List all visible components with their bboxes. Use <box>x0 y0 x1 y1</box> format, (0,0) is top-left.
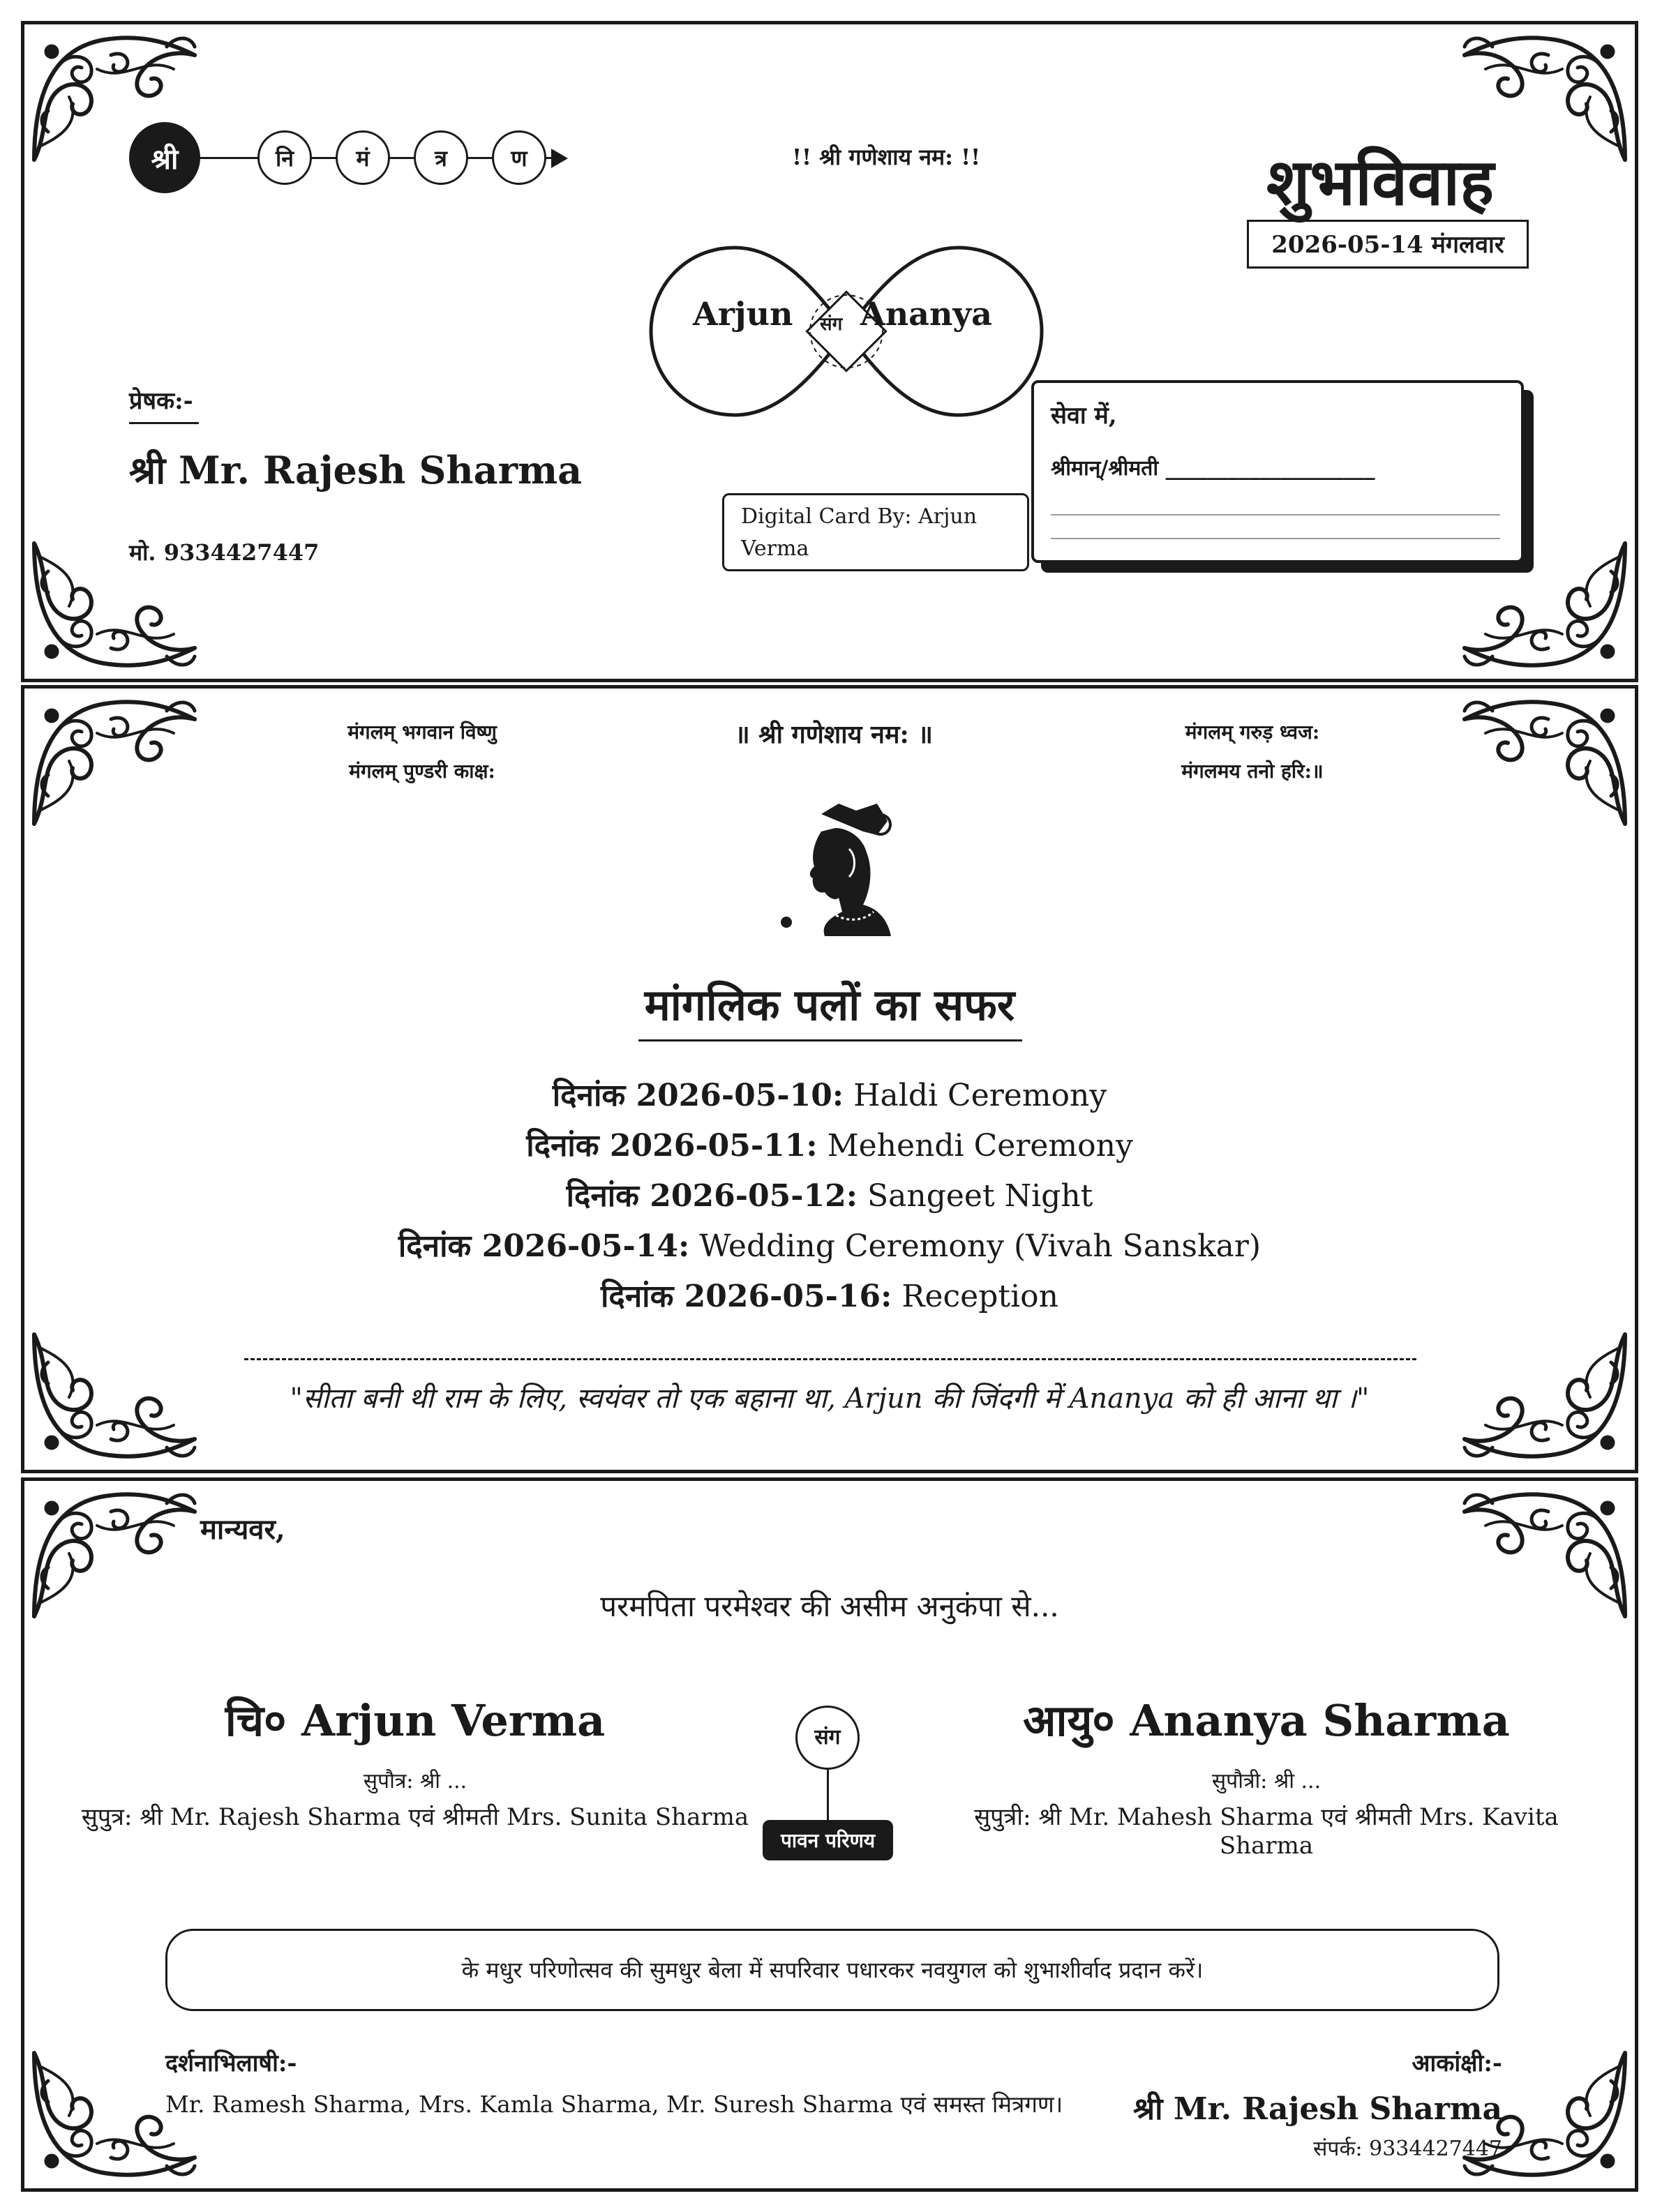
blessing-line: परमपिता परमेश्वर की असीम अनुकंपा से... <box>600 1589 1059 1623</box>
chain-letter: नि <box>257 130 312 185</box>
quote: "सीता बनी थी राम के लिए, स्वयंवर तो एक बहाना था, Arjun की जिंदगी में Ananya को ही आना था ।" <box>290 1383 1370 1415</box>
aakanshi-name: श्री Mr. Rajesh Sharma <box>1133 2091 1502 2127</box>
chain-letter: ण <box>492 130 546 185</box>
event-date: दिनांक 2026-05-11: <box>526 1128 818 1164</box>
chain-letter: मं <box>336 130 390 185</box>
to-label: सेवा में, <box>1051 402 1117 430</box>
darshan-label: दर्शनाभिलाषी:- <box>165 2049 297 2077</box>
event-date: दिनांक 2026-05-14: <box>398 1228 690 1264</box>
contact: संपर्क: 9334427447 <box>1313 2137 1502 2161</box>
sang-label: संग <box>820 314 843 335</box>
corner-ornament-icon <box>1458 691 1632 831</box>
credit-box: Digital Card By: Arjun Verma <box>722 493 1029 571</box>
bride-name: Ananya <box>860 295 992 333</box>
title-underline <box>638 1039 1022 1041</box>
chain-letter: श्री <box>129 122 200 193</box>
event-item <box>24 1121 1635 1171</box>
events-list <box>24 1071 1635 1322</box>
sang-circle: संग <box>795 1706 860 1770</box>
event-name: Sangeet Night <box>867 1178 1093 1214</box>
shloka-right-line: मंगलम् गरुड़ ध्वज: <box>1185 721 1320 744</box>
ganesh-line: !! श्री गणेशाय नम: !! <box>792 144 981 170</box>
dashed-divider <box>244 1358 1416 1360</box>
darshan-names: Mr. Ramesh Sharma, Mrs. Kamla Sharma, Mr. Suresh Sharma एवं समस्त मित्रगण। <box>165 2091 1063 2118</box>
parinay-tag: पावन परिणय <box>763 1820 893 1860</box>
address-line <box>1051 514 1500 516</box>
to-prefix: श्रीमान्/श्रीमती ____________________ <box>1051 456 1375 481</box>
event-item <box>24 1221 1635 1272</box>
groom-grandson: सुपौत्र: श्री ... <box>363 1769 467 1793</box>
ganesh-line: ॥ श्री गणेशाय नम: ॥ <box>735 720 933 749</box>
krishna-illustration-icon <box>772 800 912 940</box>
event-name: Mehendi Ceremony <box>827 1128 1133 1164</box>
groom-block <box>80 1690 750 1832</box>
event-name: Reception <box>901 1279 1058 1314</box>
groom-parents: सुपुत्र: श्री Mr. Rajesh Sharma एवं श्रीमती Mrs. Sunita Sharma <box>81 1803 749 1831</box>
event-name: Haldi Ceremony <box>853 1078 1107 1113</box>
chain-letter: त्र <box>414 130 468 185</box>
shloka-right-line: मंगलमय तनो हरि:॥ <box>1181 760 1324 783</box>
address-line <box>1051 538 1500 539</box>
bride-full-name: आयु० Ananya Sharma <box>1023 1695 1510 1746</box>
shloka-left-line: मंगलम् पुण्डरी काक्ष: <box>349 760 495 783</box>
corner-ornament-icon <box>27 691 202 831</box>
bride-parents: सुपुत्री: श्री Mr. Mahesh Sharma एवं श्रीमती Mrs. Kavita Sharma <box>974 1803 1559 1860</box>
groom-name: Arjun <box>693 295 793 333</box>
event-item <box>24 1171 1635 1221</box>
salutation: मान्यवर, <box>200 1513 285 1546</box>
aakanshi-label: आकांक्षी:- <box>1412 2049 1502 2077</box>
bride-block <box>924 1690 1608 1860</box>
envelope-panel <box>21 21 1638 682</box>
address-box <box>1031 380 1524 563</box>
sender-label: प्रेषक:- <box>129 387 193 415</box>
shloka-right <box>1113 713 1392 791</box>
sender-phone: मो. 9334427447 <box>129 539 320 566</box>
nimantran-chain <box>129 130 583 188</box>
event-name: Wedding Ceremony (Vivah Sanskar) <box>699 1228 1262 1264</box>
event-date: दिनांक 2026-05-12: <box>566 1178 858 1214</box>
event-date: दिनांक 2026-05-16: <box>601 1279 892 1314</box>
event-item <box>24 1272 1635 1322</box>
section-title: मांगलिक पलों का सफर <box>644 979 1015 1030</box>
page-title: शुभविवाह <box>1266 144 1495 220</box>
shloka-left <box>283 713 562 791</box>
date-badge: 2026-05-14 मंगलवार <box>1247 220 1529 269</box>
sender-name: श्री Mr. Rajesh Sharma <box>129 448 583 492</box>
divider <box>129 422 199 424</box>
event-item <box>24 1071 1635 1121</box>
invitation-panel <box>21 1477 1638 2192</box>
groom-full-name: चि० Arjun Verma <box>225 1695 606 1746</box>
arrow-right-icon <box>551 149 568 168</box>
event-date: दिनांक 2026-05-10: <box>552 1078 844 1113</box>
events-panel <box>21 685 1638 1473</box>
invite-message: के मधुर परिणोत्सव की सुमधुर बेला में सपरिवार पधारकर नवयुगल को शुभाशीर्वाद प्रदान करें। <box>165 1929 1499 2011</box>
shloka-left-line: मंगलम् भगवान विष्णु <box>347 721 497 744</box>
bride-granddaughter: सुपौत्री: श्री ... <box>1211 1769 1322 1793</box>
